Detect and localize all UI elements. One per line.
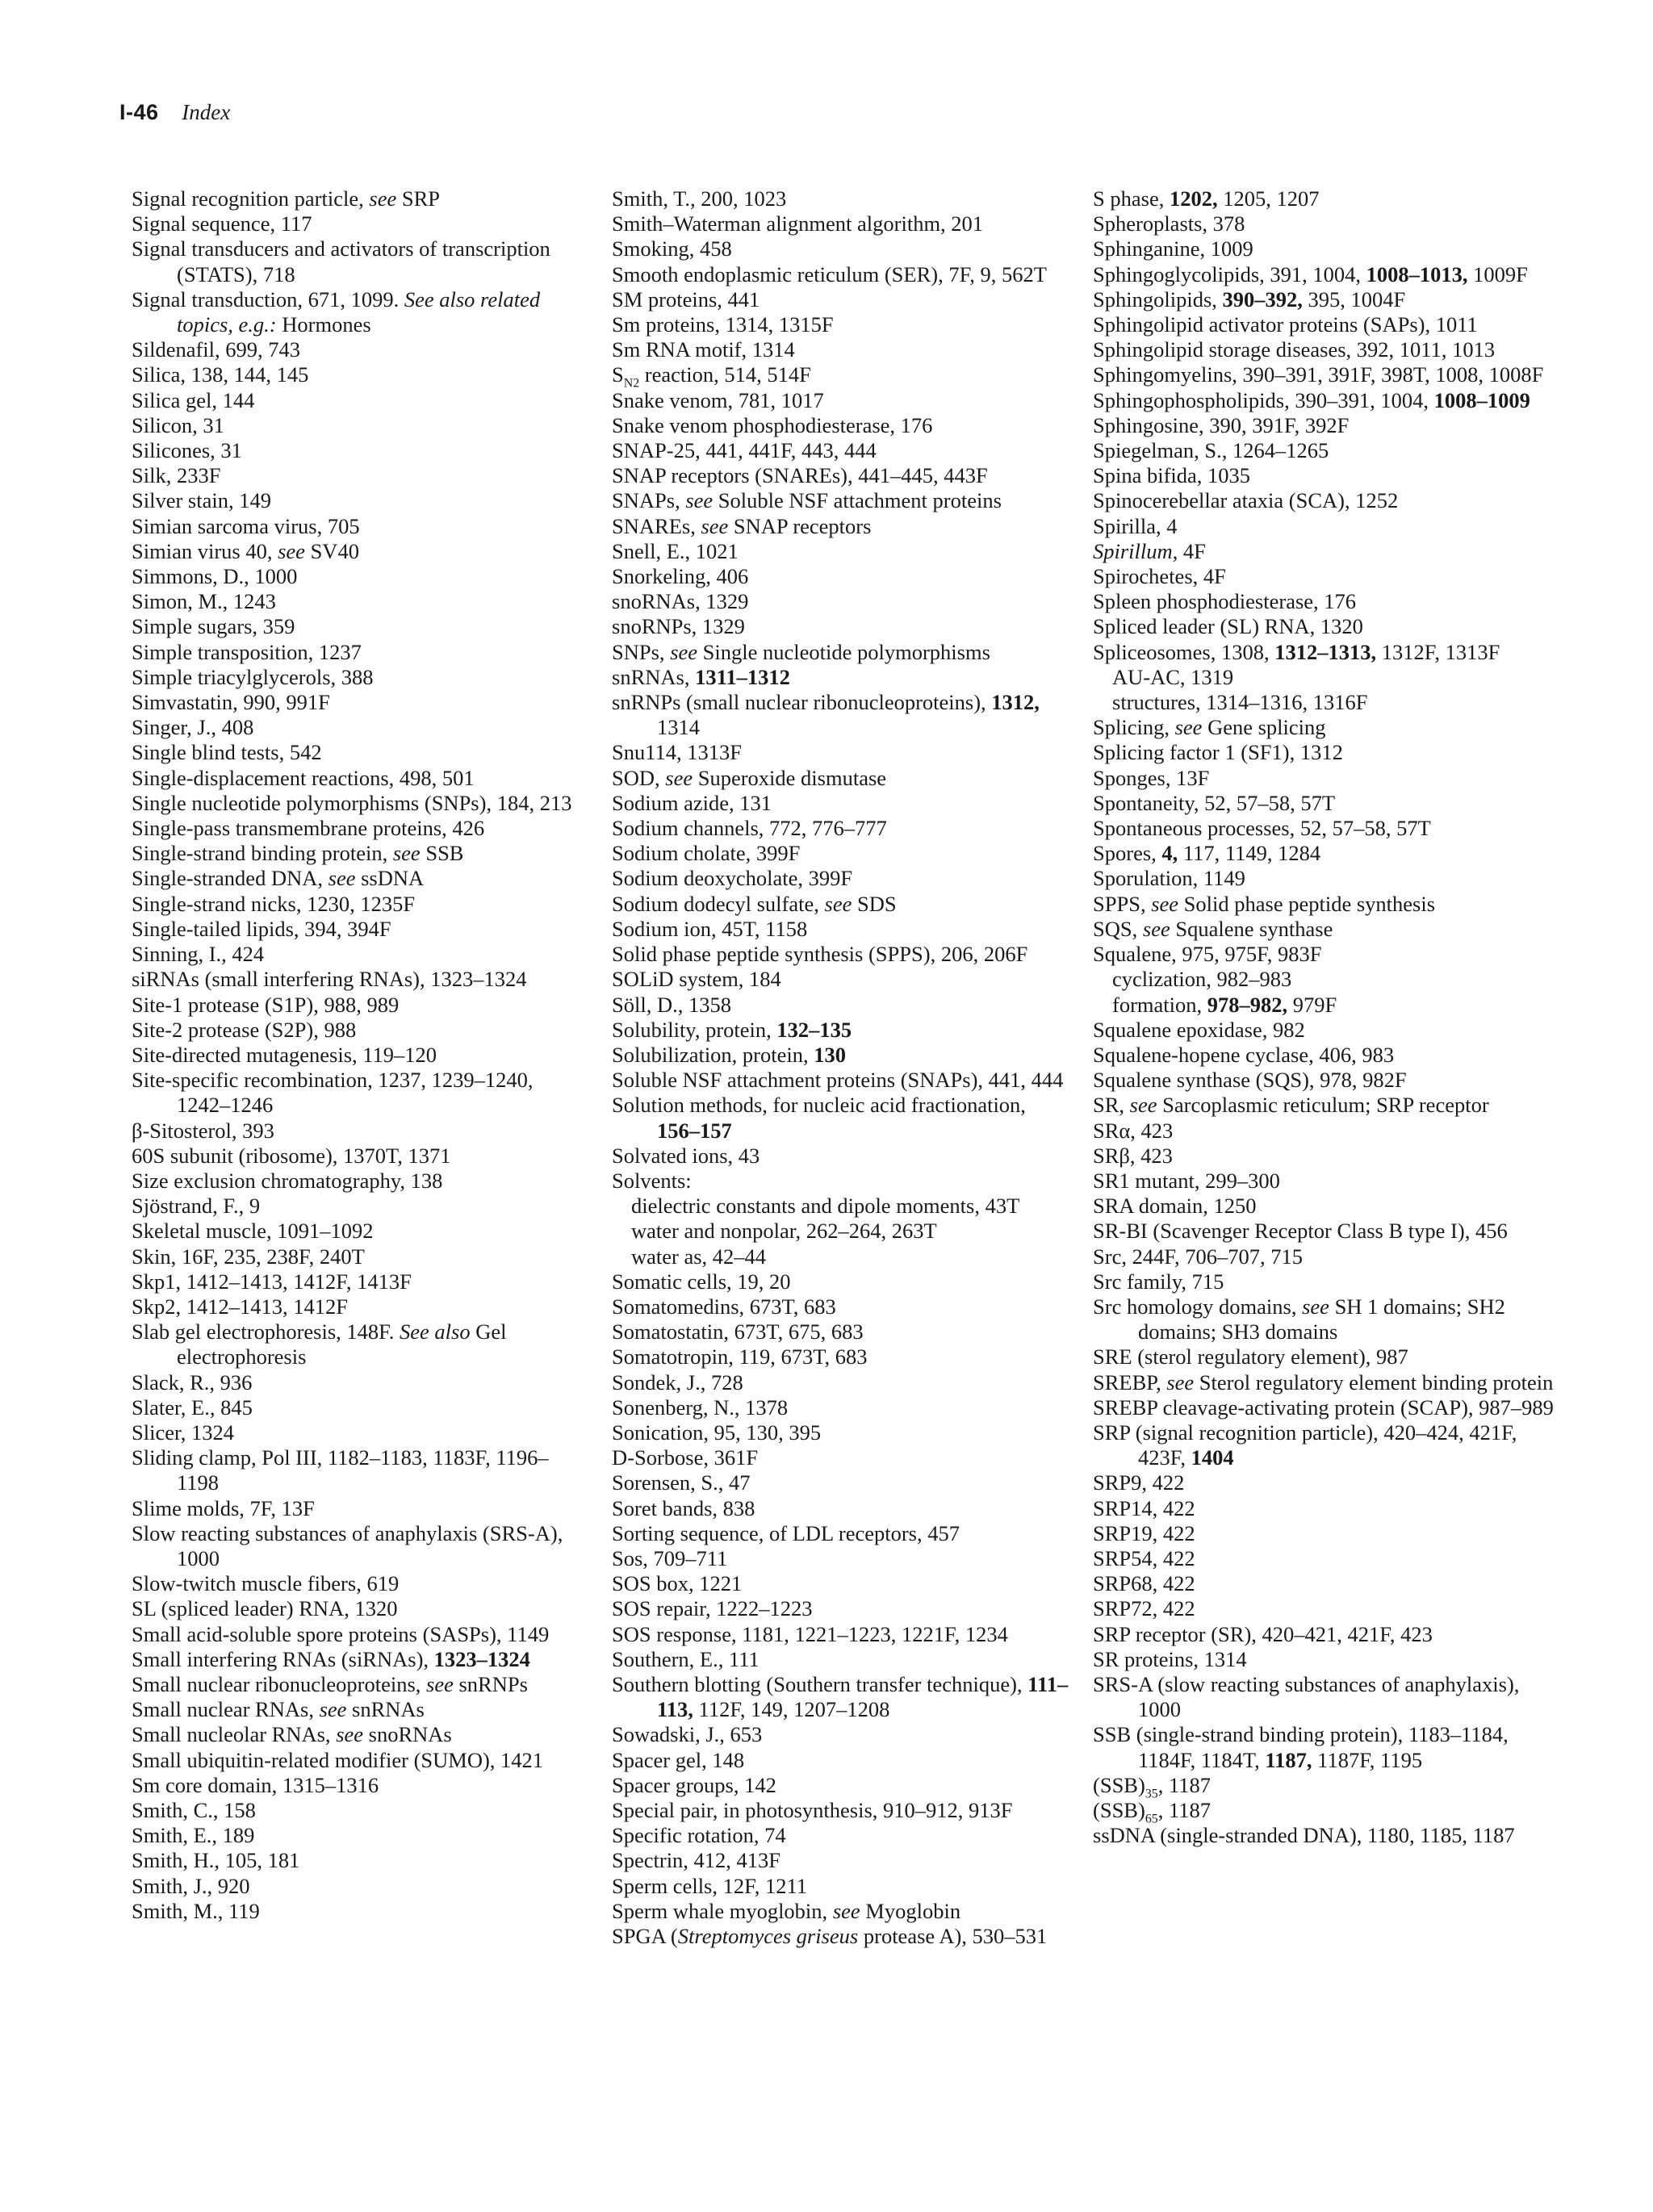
index-entry: Spiegelman, S., 1264–1265 — [1093, 438, 1329, 463]
index-entry: Simian virus 40, see SV40 — [132, 538, 359, 563]
index-entry: Somatostatin, 673T, 675, 683 — [612, 1319, 864, 1344]
index-entry: Smith, C., 158 — [132, 1798, 256, 1822]
index-entry: Sodium dodecyl sulfate, see SDS — [612, 891, 897, 916]
index-entry: cyclization, 982–983 — [1112, 967, 1292, 992]
index-entry: SOS box, 1221 — [612, 1571, 743, 1596]
index-entry: Specific rotation, 74 — [612, 1823, 786, 1848]
index-entry: SQS, see Squalene synthase — [1093, 916, 1333, 941]
index-entry: Small interfering RNAs (siRNAs), 1323–1324 — [132, 1646, 530, 1671]
index-entry: Sm core domain, 1315–1316 — [132, 1772, 379, 1797]
index-entry: Skp2, 1412–1413, 1412F — [132, 1294, 348, 1319]
index-column-1 — [132, 186, 584, 1924]
index-entry: Simvastatin, 990, 991F — [132, 690, 330, 715]
index-entry: Somatic cells, 19, 20 — [612, 1269, 791, 1294]
index-entry: S phase, 1202, 1205, 1207 — [1093, 186, 1320, 211]
index-entry: SNAREs, see SNAP receptors — [612, 513, 872, 538]
index-entry: Spliced leader (SL) RNA, 1320 — [1093, 614, 1363, 639]
index-entry: Solubilization, protein, 130 — [612, 1042, 846, 1067]
index-entry: Squalene synthase (SQS), 978, 982F — [1093, 1068, 1407, 1093]
page-header — [119, 100, 230, 125]
index-entry: Small nucleolar RNAs, see snoRNAs — [132, 1722, 452, 1747]
index-entry: SRP (signal recognition particle), 420–424, 421F, 423F, 1404 — [1093, 1420, 1517, 1470]
index-entry: Smooth endoplasmic reticulum (SER), 7F, 9, 562T — [612, 261, 1047, 286]
index-entry: SOS repair, 1222–1223 — [612, 1596, 813, 1621]
index-entry: SRP54, 422 — [1093, 1545, 1195, 1570]
index-entry: SNAP receptors (SNAREs), 441–445, 443F — [612, 463, 988, 488]
index-entry: Single-stranded DNA, see ssDNA — [132, 866, 425, 891]
index-entry: Sodium ion, 45T, 1158 — [612, 916, 808, 941]
index-entry: SOD, see Superoxide dismutase — [612, 765, 887, 790]
index-entry: Solubility, protein, 132–135 — [612, 1017, 852, 1042]
index-entry: Spina bifida, 1035 — [1093, 463, 1251, 488]
index-entry: Simian sarcoma virus, 705 — [132, 513, 360, 538]
index-entry: Sperm cells, 12F, 1211 — [612, 1873, 808, 1898]
index-entry: Src, 244F, 706–707, 715 — [1093, 1244, 1303, 1269]
index-entry: Somatotropin, 119, 673T, 683 — [612, 1344, 868, 1369]
index-entry: Solvated ions, 43 — [612, 1143, 760, 1168]
index-entry: Src family, 715 — [1093, 1269, 1224, 1294]
index-entry: Squalene epoxidase, 982 — [1093, 1017, 1305, 1042]
index-entry: Silicones, 31 — [132, 438, 242, 463]
index-entry: Slack, R., 936 — [132, 1369, 253, 1395]
index-entry: Small nuclear RNAs, see snRNAs — [132, 1697, 425, 1722]
index-entry: Sphingolipid storage diseases, 392, 1011, 1013 — [1093, 337, 1496, 362]
index-entry: SOLiD system, 184 — [612, 967, 781, 992]
index-entry: SPPS, see Solid phase peptide synthesis — [1093, 891, 1436, 916]
index-entry: Spectrin, 412, 413F — [612, 1848, 781, 1873]
index-entry: Solid phase peptide synthesis (SPPS), 206, 206F — [612, 942, 1028, 967]
index-entry: Simple sugars, 359 — [132, 614, 295, 639]
index-entry: Small ubiquitin-related modifier (SUMO), 1421 — [132, 1747, 544, 1772]
index-entry: Smith, M., 119 — [132, 1898, 260, 1923]
index-entry: Sorting sequence, of LDL receptors, 457 — [612, 1520, 960, 1545]
index-entry: β-Sitosterol, 393 — [132, 1118, 274, 1143]
index-entry: Spontaneity, 52, 57–58, 57T — [1093, 790, 1336, 815]
index-entry: Silicon, 31 — [132, 412, 224, 437]
index-entry: Sildenafil, 699, 743 — [132, 337, 301, 362]
index-entry: Single-tailed lipids, 394, 394F — [132, 916, 391, 941]
index-entry: SR1 mutant, 299–300 — [1093, 1168, 1280, 1193]
index-entry: Singer, J., 408 — [132, 715, 254, 740]
index-entry: Spontaneous processes, 52, 57–58, 57T — [1093, 816, 1431, 841]
index-entry: Silver stain, 149 — [132, 488, 271, 513]
index-column-2 — [612, 186, 1072, 1949]
index-entry: Slow-twitch muscle fibers, 619 — [132, 1571, 400, 1596]
index-entry: SNPs, see Single nucleotide polymorphisms — [612, 639, 990, 664]
index-entry: Single-displacement reactions, 498, 501 — [132, 765, 475, 790]
index-entry: Sodium azide, 131 — [612, 790, 772, 815]
index-entry: Signal recognition particle, see SRP — [132, 186, 440, 211]
index-entry: Site-specific recombination, 1237, 1239–1240, 1242–1246 — [132, 1068, 534, 1118]
index-entry: Single nucleotide polymorphisms (SNPs), 184, 213 — [132, 790, 572, 815]
index-entry: water as, 42–44 — [631, 1244, 767, 1269]
index-entry: Squalene, 975, 975F, 983F — [1093, 942, 1322, 967]
index-entry: Sodium channels, 772, 776–777 — [612, 816, 887, 841]
index-entry: Site-1 protease (S1P), 988, 989 — [132, 992, 400, 1017]
index-entry: Spirilla, 4 — [1093, 513, 1178, 538]
index-entry: Soluble NSF attachment proteins (SNAPs), 441, 444 — [612, 1068, 1064, 1093]
index-entry: SRP14, 422 — [1093, 1495, 1195, 1520]
index-entry: Sm RNA motif, 1314 — [612, 337, 795, 362]
index-entry: SRP68, 422 — [1093, 1571, 1195, 1596]
index-entry: Sponges, 13F — [1093, 765, 1210, 790]
index-entry: AU-AC, 1319 — [1112, 664, 1234, 689]
index-entry: Spirochetes, 4F — [1093, 564, 1226, 589]
index-entry: Splicing, see Gene splicing — [1093, 715, 1326, 740]
index-entry: Snorkeling, 406 — [612, 564, 749, 589]
index-entry: Simple triacylglycerols, 388 — [132, 664, 374, 689]
index-entry: Sphingophospholipids, 390–391, 1004, 1008–1009 — [1093, 387, 1530, 412]
index-entry: Snake venom phosphodiesterase, 176 — [612, 412, 933, 437]
index-entry: Simon, M., 1243 — [132, 589, 276, 614]
index-entry: Splicing factor 1 (SF1), 1312 — [1093, 740, 1343, 765]
index-entry: SL (spliced leader) RNA, 1320 — [132, 1596, 398, 1621]
index-entry: Solvents: — [612, 1168, 692, 1193]
index-entry: Sporulation, 1149 — [1093, 866, 1245, 891]
index-entry: Snake venom, 781, 1017 — [612, 387, 824, 412]
index-entry: snRNPs (small nuclear ribonucleoproteins), 1312, 1314 — [612, 690, 1040, 740]
index-entry: SRP19, 422 — [1093, 1520, 1195, 1545]
index-entry: Slater, E., 845 — [132, 1395, 253, 1420]
index-entry: Silk, 233F — [132, 463, 221, 488]
index-entry: Site-directed mutagenesis, 119–120 — [132, 1042, 437, 1067]
index-entry: Smoking, 458 — [612, 236, 732, 261]
index-entry: Sphingosine, 390, 391F, 392F — [1093, 412, 1350, 437]
index-entry: Skeletal muscle, 1091–1092 — [132, 1219, 374, 1244]
index-entry: Sowadski, J., 653 — [612, 1722, 763, 1747]
index-entry: 60S subunit (ribosome), 1370T, 1371 — [132, 1143, 451, 1168]
index-entry: Single-pass transmembrane proteins, 426 — [132, 816, 485, 841]
index-entry: Snu114, 1313F — [612, 740, 742, 765]
index-entry: water and nonpolar, 262–264, 263T — [631, 1219, 937, 1244]
index-entry: Southern, E., 111 — [612, 1646, 760, 1671]
page-title: Index — [182, 100, 231, 124]
index-entry: snoRNAs, 1329 — [612, 589, 749, 614]
index-entry: SSB (single-strand binding protein), 1183–1184, 1184F, 1184T, 1187, 1187F, 1195 — [1093, 1722, 1509, 1772]
index-entry: $S_{N2}$ reaction, 514, 514F — [612, 362, 811, 391]
index-entry: Spirillum, 4F — [1093, 538, 1206, 563]
index-entry: Sphingolipid activator proteins (SAPs), 1011 — [1093, 312, 1478, 337]
index-entry: Sphinganine, 1009 — [1093, 236, 1253, 261]
index-entry: SM proteins, 441 — [612, 286, 760, 312]
index-entry: formation, 978–982, 979F — [1112, 992, 1337, 1017]
index-entry: Spleen phosphodiesterase, 176 — [1093, 589, 1357, 614]
index-entry: SRP72, 422 — [1093, 1596, 1195, 1621]
index-entry: SNAP-25, 441, 441F, 443, 444 — [612, 438, 877, 463]
index-entry: SREBP cleavage-activating protein (SCAP), 987–989 — [1093, 1395, 1554, 1420]
index-entry: Slab gel electrophoresis, 148F. See also Gel electrophoresis — [132, 1319, 507, 1369]
index-entry: Spacer gel, 148 — [612, 1747, 745, 1772]
index-entry: Sliding clamp, Pol III, 1182–1183, 1183F, 1196–1198 — [132, 1445, 549, 1495]
index-entry: Single-strand binding protein, see SSB — [132, 841, 464, 866]
index-entry: Squalene-hopene cyclase, 406, 983 — [1093, 1042, 1395, 1067]
index-entry: SRS-A (slow reacting substances of anaphylaxis), 1000 — [1093, 1671, 1520, 1722]
index-entry: Signal transduction, 671, 1099. See also related topics, e.g.: Hormones — [132, 286, 541, 337]
index-entry: Small nuclear ribonucleoproteins, see snRNPs — [132, 1671, 528, 1696]
index-entry: Southern blotting (Southern transfer technique), 111–113, 112F, 149, 1207–1208 — [612, 1671, 1069, 1722]
index-entry: Single blind tests, 542 — [132, 740, 322, 765]
index-entry: Simple transposition, 1237 — [132, 639, 362, 664]
index-entry: Sm proteins, 1314, 1315F — [612, 312, 834, 337]
index-entry: Sonication, 95, 130, 395 — [612, 1420, 822, 1445]
index-entry: Solution methods, for nucleic acid fractionation, 156–157 — [612, 1093, 1026, 1143]
index-entry: Slow reacting substances of anaphylaxis (SRS-A), 1000 — [132, 1520, 563, 1570]
index-entry: SRP9, 422 — [1093, 1470, 1185, 1495]
index-entry: SR, see Sarcoplasmic reticulum; SRP receptor — [1093, 1093, 1489, 1118]
index-entry: Sjöstrand, F., 9 — [132, 1194, 261, 1219]
index-entry: siRNAs (small interfering RNAs), 1323–1324 — [132, 967, 527, 992]
index-entry: SR-BI (Scavenger Receptor Class B type I), 456 — [1093, 1219, 1508, 1244]
index-entry: Smith, H., 105, 181 — [132, 1848, 300, 1873]
index-entry: Sodium deoxycholate, 399F — [612, 866, 853, 891]
index-entry: Sinning, I., 424 — [132, 942, 265, 967]
index-entry: Special pair, in photosynthesis, 910–912, 913F — [612, 1798, 1013, 1822]
index-entry: Signal transducers and activators of transcription (STATS), 718 — [132, 236, 550, 286]
index-column-3 — [1093, 186, 1561, 1848]
index-entry: SREBP, see Sterol regulatory element binding protein — [1093, 1369, 1554, 1395]
index-entry: Smith, E., 189 — [132, 1823, 255, 1848]
index-entry: SRA domain, 1250 — [1093, 1194, 1257, 1219]
index-entry: snoRNPs, 1329 — [612, 614, 745, 639]
index-entry: Silica gel, 144 — [132, 387, 255, 412]
index-entry: snRNAs, 1311–1312 — [612, 664, 790, 689]
index-entry: SR proteins, 1314 — [1093, 1646, 1247, 1671]
index-entry: Sos, 709–711 — [612, 1545, 728, 1570]
index-entry: SRE (sterol regulatory element), 987 — [1093, 1344, 1408, 1369]
index-entry: Sonenberg, N., 1378 — [612, 1395, 789, 1420]
index-entry: SPGA (Streptomyces griseus protease A), 530–531 — [612, 1924, 1048, 1949]
index-entry: Simmons, D., 1000 — [132, 564, 298, 589]
index-entry: Spacer groups, 142 — [612, 1772, 776, 1797]
index-entry: Skin, 16F, 235, 238F, 240T — [132, 1244, 365, 1269]
index-entry: SOS response, 1181, 1221–1223, 1221F, 1234 — [612, 1621, 1008, 1646]
index-entry: Src homology domains, see SH 1 domains; SH2 domains; SH3 domains — [1093, 1294, 1505, 1344]
index-entry: Sorensen, S., 47 — [612, 1470, 751, 1495]
index-entry: Sphingomyelins, 390–391, 391F, 398T, 1008, 1008F — [1093, 362, 1544, 387]
index-entry: Silica, 138, 144, 145 — [132, 362, 309, 387]
index-entry: Smith, J., 920 — [132, 1873, 250, 1898]
index-entry: dielectric constants and dipole moments, 43T — [631, 1194, 1020, 1219]
index-entry: Soret bands, 838 — [612, 1495, 755, 1520]
index-entry: SNAPs, see Soluble NSF attachment proteins — [612, 488, 1002, 513]
index-entry: Single-strand nicks, 1230, 1235F — [132, 891, 416, 916]
index-entry: SRP receptor (SR), 420–421, 421F, 423 — [1093, 1621, 1433, 1646]
index-entry: Sphingoglycolipids, 391, 1004, 1008–1013, 1009F — [1093, 261, 1528, 286]
index-entry: Spores, 4, 117, 1149, 1284 — [1093, 841, 1321, 866]
index-entry: Small acid-soluble spore proteins (SASPs), 1149 — [132, 1621, 550, 1646]
index-entry: Spinocerebellar ataxia (SCA), 1252 — [1093, 488, 1399, 513]
index-entry: Size exclusion chromatography, 138 — [132, 1168, 443, 1193]
index-entry: Skp1, 1412–1413, 1412F, 1413F — [132, 1269, 412, 1294]
index-entry: Spliceosomes, 1308, 1312–1313, 1312F, 1313F — [1093, 639, 1500, 664]
index-entry: Sperm whale myoglobin, see Myoglobin — [612, 1898, 961, 1923]
index-entry: Snell, E., 1021 — [612, 538, 739, 563]
index-entry: Sondek, J., 728 — [612, 1369, 743, 1395]
page-number: I-46 — [119, 100, 159, 124]
index-entry: Smith, T., 200, 1023 — [612, 186, 787, 211]
index-entry: structures, 1314–1316, 1316F — [1112, 690, 1368, 715]
index-entry: Slicer, 1324 — [132, 1420, 235, 1445]
index-entry: Spheroplasts, 378 — [1093, 211, 1245, 236]
index-entry: Söll, D., 1358 — [612, 992, 731, 1017]
index-entry: Site-2 protease (S2P), 988 — [132, 1017, 357, 1042]
index-entry: $(SSB)_{65}$, 1187 — [1093, 1798, 1211, 1826]
index-entry: Sodium cholate, 399F — [612, 841, 801, 866]
index-entry: Signal sequence, 117 — [132, 211, 312, 236]
index-entry: Smith–Waterman alignment algorithm, 201 — [612, 211, 984, 236]
index-entry: Slime molds, 7F, 13F — [132, 1495, 315, 1520]
index-entry: D-Sorbose, 361F — [612, 1445, 759, 1470]
index-entry: SRα, 423 — [1093, 1118, 1174, 1143]
index-entry: SRβ, 423 — [1093, 1143, 1173, 1168]
index-entry: $(SSB)_{35}$, 1187 — [1093, 1772, 1211, 1801]
index-entry: Somatomedins, 673T, 683 — [612, 1294, 836, 1319]
index-entry: Sphingolipids, 390–392, 395, 1004F — [1093, 286, 1406, 312]
index-entry: ssDNA (single-stranded DNA), 1180, 1185, 1187 — [1093, 1823, 1515, 1848]
